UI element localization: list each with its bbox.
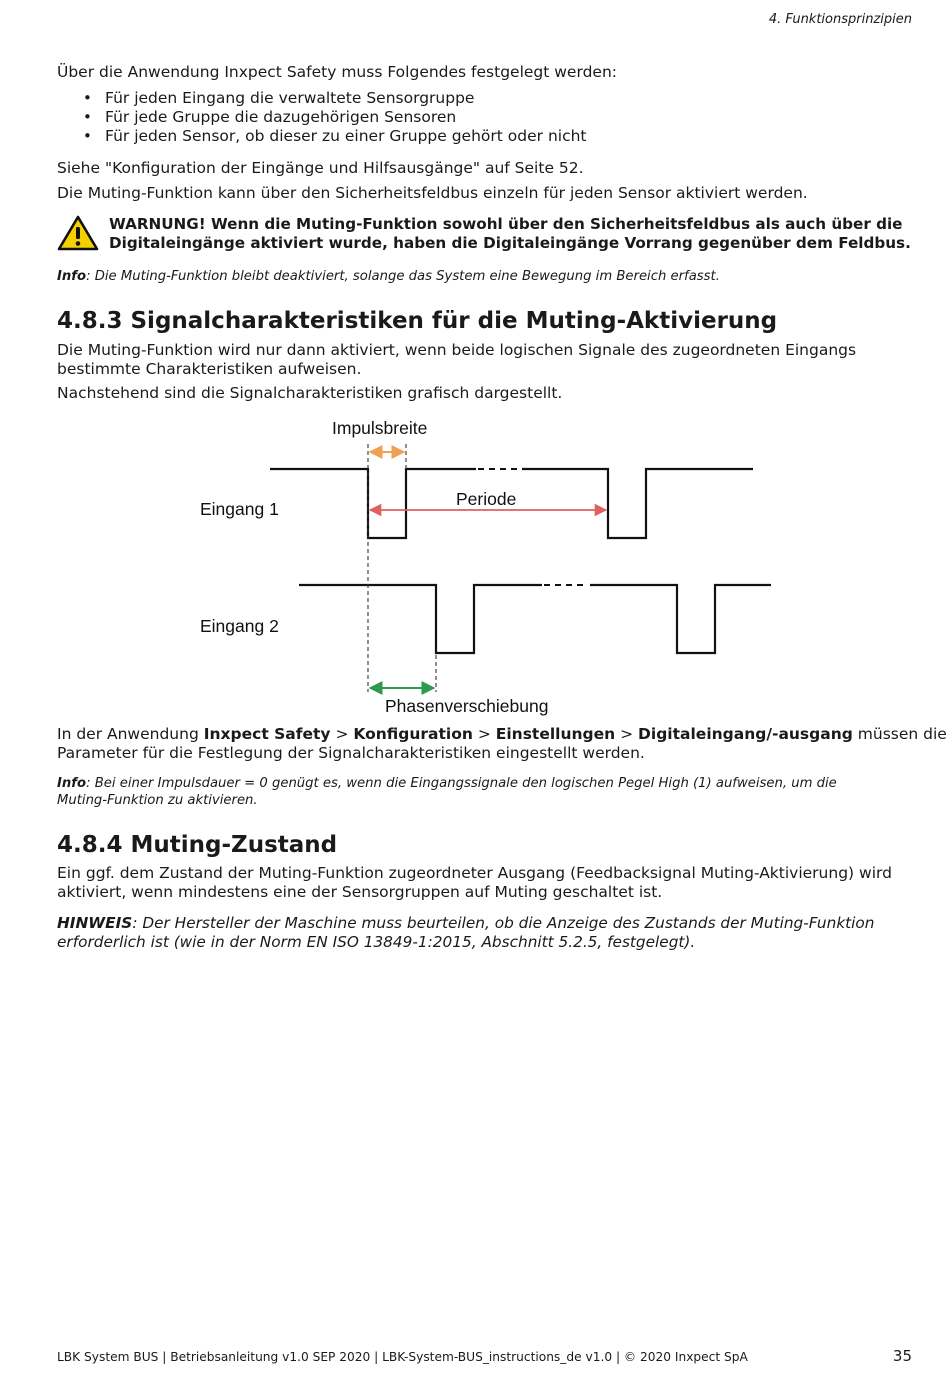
info-text: : Bei einer Impulsdauer = 0 genügt es, wenn die Eingangssignale den logischen Pegel High (1) aufweisen, um die [86, 776, 837, 791]
menu-path-inxpect-safety: Inxpect Safety [203, 725, 331, 743]
requirements-list [57, 89, 587, 146]
section-4-8-3-para [57, 341, 856, 379]
eingang-1-label: Eingang 1 [200, 499, 279, 519]
warning-text [109, 215, 911, 253]
text-line: Parameter für die Festlegung der Signalcharakteristiken eingestellt werden. [57, 744, 645, 762]
text-span: müssen die [852, 725, 947, 743]
list-item: • Für jede Gruppe die dazugehörigen Sensoren [57, 108, 587, 127]
text-line: aktiviert, wenn mindestens eine der Sensorgruppen auf Muting geschaltet ist. [57, 883, 663, 901]
warning-line: WARNUNG! Wenn die Muting-Funktion sowohl über den Sicherheitsfeldbus als auch über die [109, 215, 903, 233]
hinweis-text: : Der Hersteller der Maschine muss beurteilen, ob die Anzeige des Zustands der Muting-Funktion [132, 914, 875, 932]
text-line [57, 725, 947, 744]
config-path-para [57, 725, 947, 763]
section-4-8-4-para [57, 864, 892, 902]
section-title-4-8-4: 4.8.4 Muting-Zustand [57, 832, 338, 858]
eingang-2-waveform [299, 585, 771, 653]
menu-path-einstellungen: Einstellungen [495, 725, 616, 743]
menu-path-digitaleingang: Digitaleingang/-ausgang [638, 725, 853, 743]
warning-line: Digitaleingänge aktiviert wurde, haben die Digitaleingänge Vorrang gegenüber dem Feldbus. [109, 234, 911, 252]
text-line: Ein ggf. dem Zustand der Muting-Funktion zugeordneter Ausgang (Feedbacksignal Muting-Aktivierung) wird [57, 864, 892, 882]
info-note [57, 268, 720, 285]
periode-label: Periode [456, 489, 517, 509]
text-line: Die Muting-Funktion wird nur dann aktiviert, wenn beide logischen Signale des zugeordneten Eingangs [57, 341, 857, 359]
hinweis-label: HINWEIS [57, 914, 133, 932]
list-item: • Für jeden Eingang die verwaltete Sensorgruppe [57, 89, 587, 108]
list-item: • Für jeden Sensor, ob dieser zu einer Gruppe gehört oder nicht [57, 127, 587, 146]
guide-lines [368, 444, 436, 692]
info-label: Info [57, 269, 87, 284]
intro-lead: Über die Anwendung Inxpect Safety muss Folgendes festgelegt werden: [57, 63, 617, 81]
text-line: Muting-Funktion zu aktivieren. [57, 793, 258, 808]
footer-text: LBK System BUS | Betriebsanleitung v1.0 SEP 2020 | LBK-System-BUS_instructions_de v1.0 | © 2020 Inxpect SpA [57, 1350, 748, 1364]
fieldbus-note: Die Muting-Funktion kann über den Sicherheitsfeldbus einzeln für jeden Sensor aktiviert werden. [57, 184, 808, 202]
impulsbreite-label: Impulsbreite [332, 418, 428, 438]
hinweis-note [57, 914, 874, 952]
warning-triangle-icon [57, 214, 99, 252]
path-separator: > [615, 725, 639, 743]
page-number: 35 [892, 1347, 912, 1365]
path-separator: > [330, 725, 354, 743]
section-title-4-8-3: 4.8.3 Signalcharakteristiken für die Muting-Aktivierung [57, 308, 778, 334]
eingang-2-label: Eingang 2 [200, 616, 279, 636]
phasenverschiebung-label: Phasenverschiebung [385, 696, 549, 716]
text-line [57, 914, 874, 933]
diagram-intro: Nachstehend sind die Signalcharakteristiken grafisch dargestellt. [57, 384, 563, 402]
see-also-link[interactable]: Siehe "Konfiguration der Eingänge und Hilfsausgänge" auf Seite 52. [57, 159, 584, 177]
info-label: Info [57, 776, 87, 791]
text-span: In der Anwendung [57, 725, 204, 743]
signal-diagram [0, 405, 950, 720]
running-header: 4. Funktionsprinzipien [768, 12, 912, 27]
menu-path-konfiguration: Konfiguration [353, 725, 473, 743]
text-line: erforderlich ist (wie in der Norm EN ISO 13849-1:2015, Abschnitt 5.2.5, festgelegt). [57, 933, 696, 951]
info-note-2 [57, 775, 837, 809]
info-text: : Die Muting-Funktion bleibt deaktiviert, solange das System eine Bewegung im Bereich erfasst. [86, 269, 720, 284]
text-line [57, 775, 837, 792]
text-line: bestimmte Charakteristiken aufweisen. [57, 360, 362, 378]
path-separator: > [472, 725, 496, 743]
